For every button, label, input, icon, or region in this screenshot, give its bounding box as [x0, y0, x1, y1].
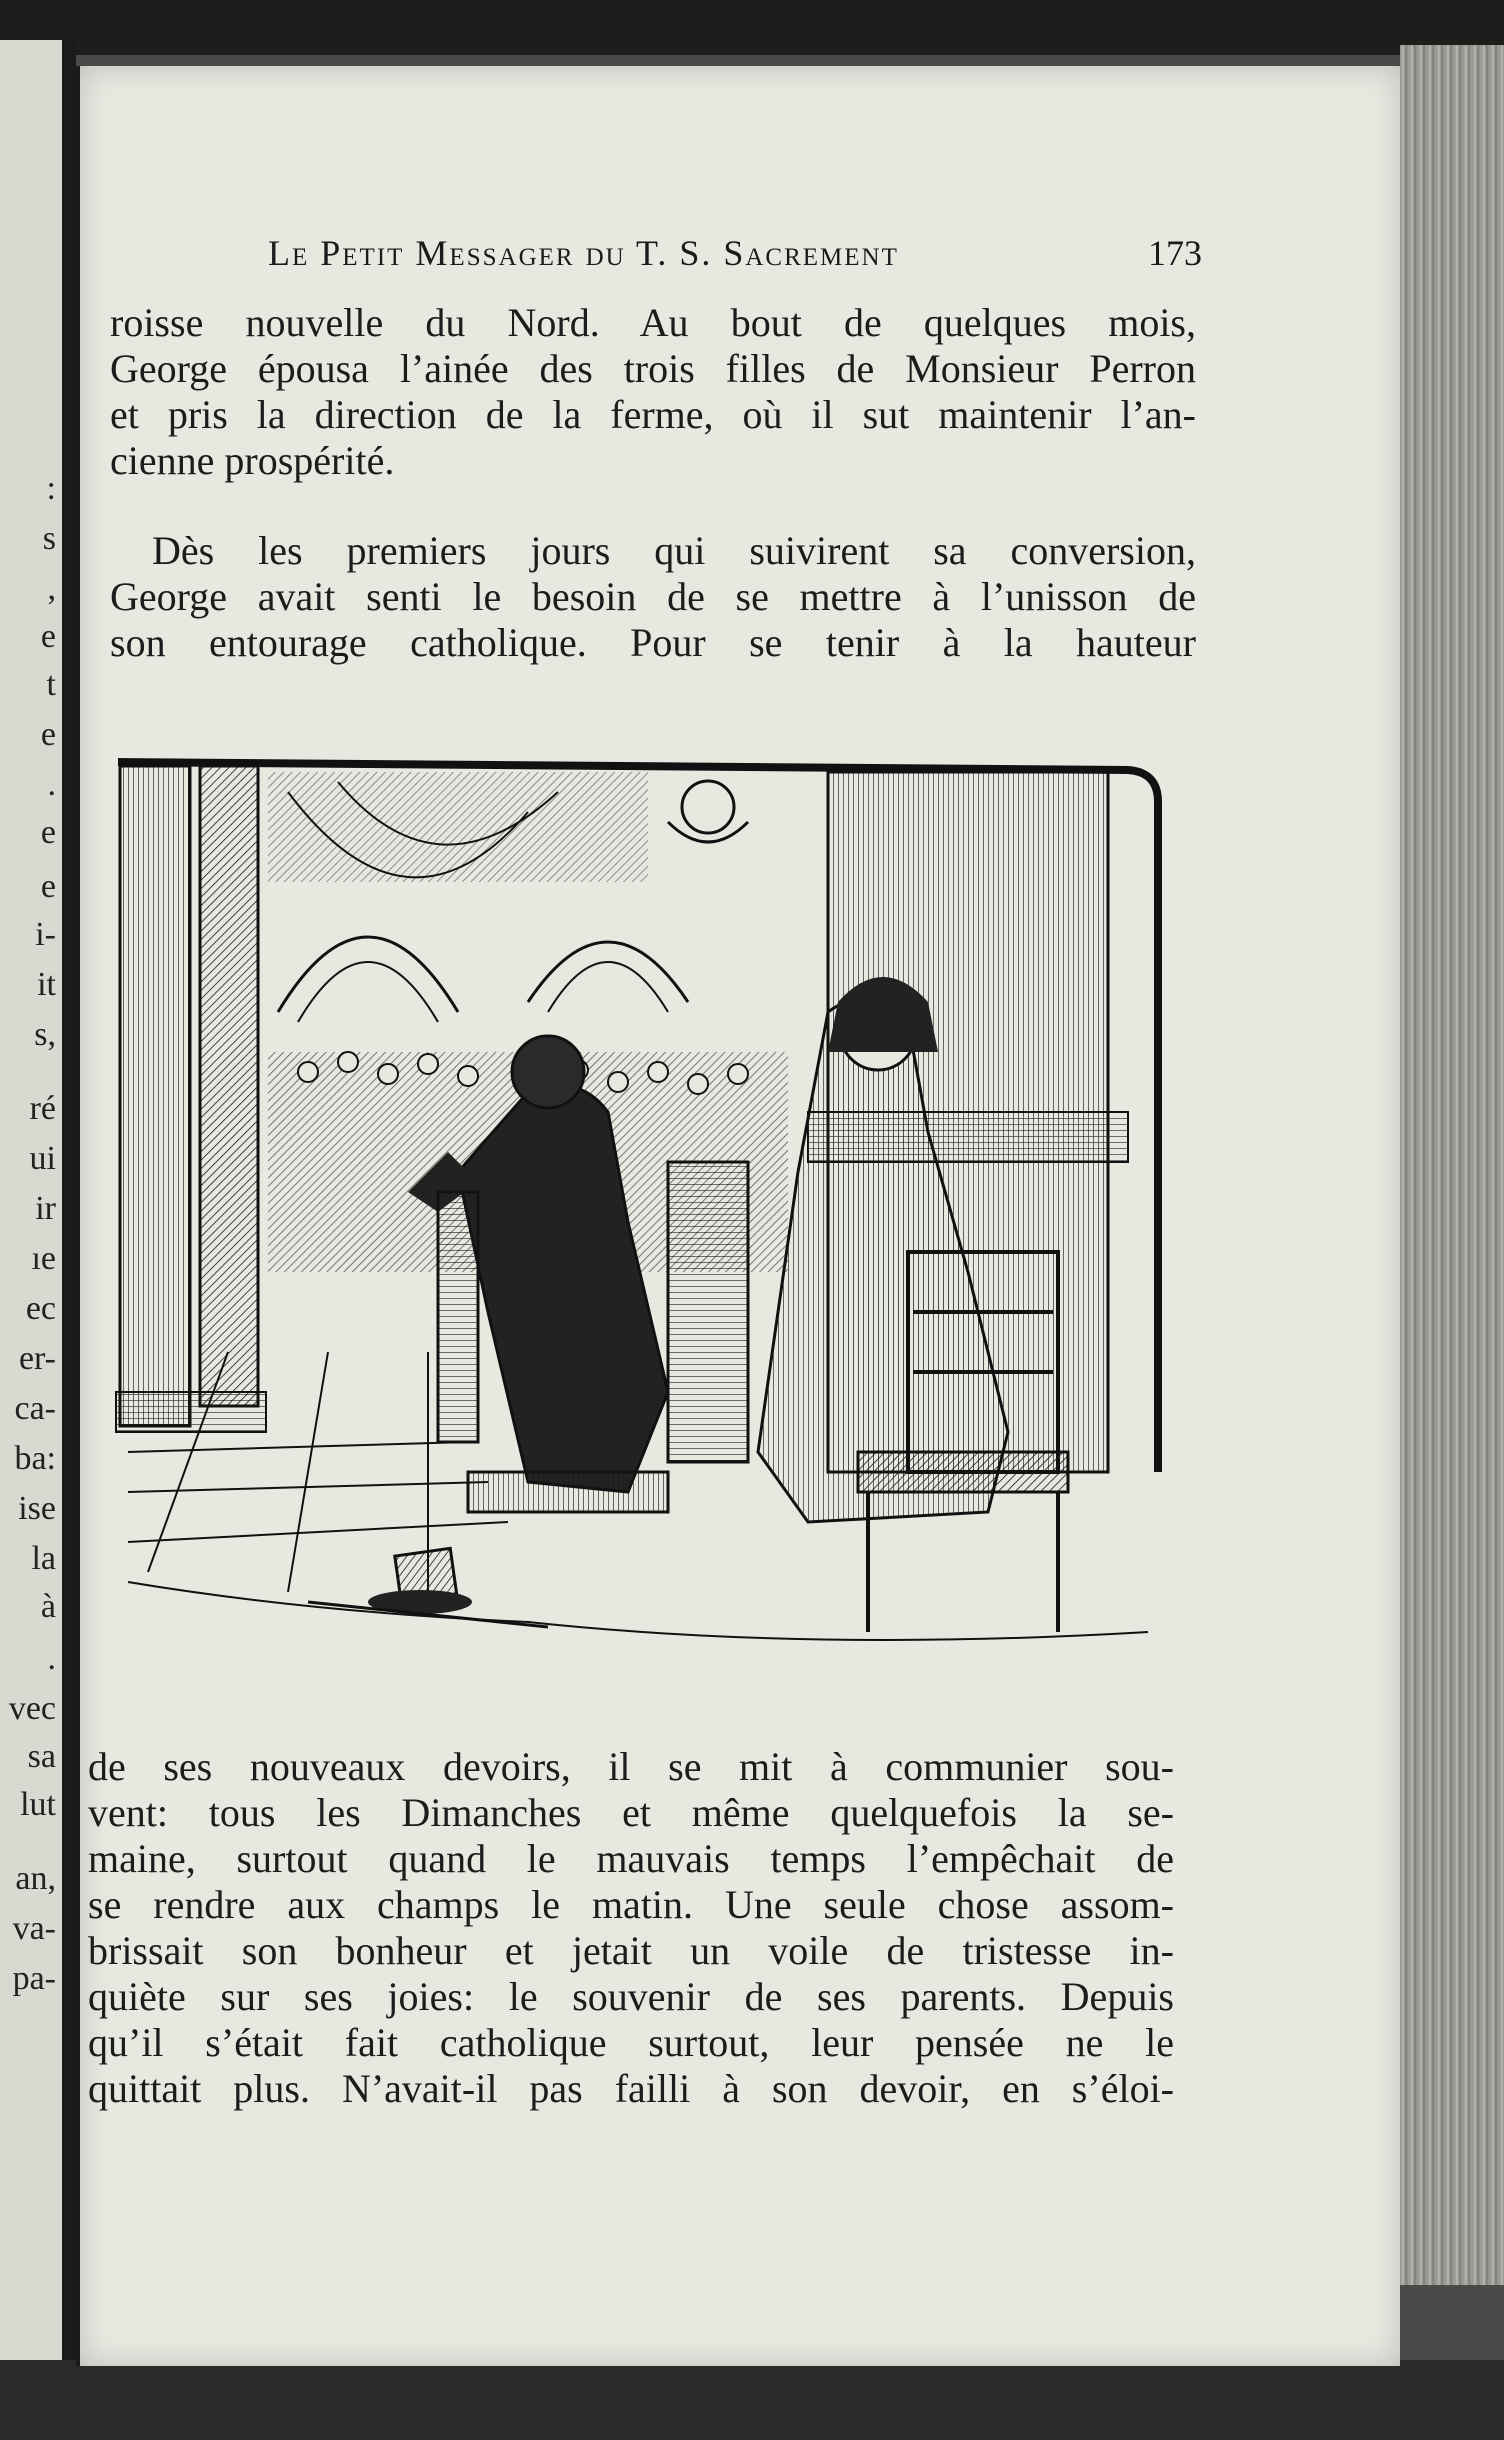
text-line: George épousa l’ainée des trois filles de Monsieur Perron — [110, 346, 1196, 391]
running-title: Le Petit Messager du T. S. Sacrement — [268, 233, 899, 273]
margin-fragment: it — [37, 966, 56, 1003]
text-line: quiète sur ses joies: le souvenir de ses parents. Depuis — [88, 1974, 1174, 2019]
margin-fragment: s — [42, 520, 56, 557]
paragraph — [110, 300, 1196, 484]
margin-fragment: ıe — [31, 1240, 56, 1277]
margin-fragment: à — [40, 1588, 56, 1625]
margin-fragment: la — [31, 1540, 56, 1577]
text-line: Dès les premiers jours qui suivirent sa conversion, — [152, 528, 1196, 573]
margin-fragment: vec — [8, 1690, 56, 1727]
running-header — [268, 232, 1202, 282]
text-line: brissait son bonheur et jetait un voile de tristesse in- — [88, 1928, 1174, 1973]
text-line: son entourage catholique. Pour se tenir à la hauteur — [110, 620, 1196, 665]
scan-top-border — [0, 0, 1504, 55]
text-line: et pris la direction de la ferme, où il sut maintenir l’an- — [110, 392, 1196, 437]
margin-fragment: , — [47, 570, 56, 607]
text-line: cienne prospérité. — [110, 438, 395, 483]
margin-fragment: ba: — [14, 1440, 56, 1477]
text-line: George avait senti le besoin de se mettre à l’unisson de — [110, 574, 1196, 619]
margin-fragment: ré — [29, 1090, 56, 1127]
text-line: maine, surtout quand le mauvais temps l’empêchait de — [88, 1836, 1174, 1881]
margin-fragment: : — [46, 470, 56, 507]
margin-fragment: e — [40, 618, 56, 655]
text-line: roisse nouvelle du Nord. Au bout de quelques mois, — [110, 300, 1196, 345]
scan-bottom-border — [0, 2360, 1504, 2440]
margin-fragment: ui — [29, 1140, 56, 1177]
margin-fragment: lut — [20, 1786, 56, 1823]
margin-fragment: er- — [18, 1340, 56, 1377]
margin-fragment: e — [40, 716, 56, 753]
margin-fragment: e — [40, 868, 56, 905]
margin-fragment: pa- — [12, 1960, 56, 1997]
page-stack-edge — [1400, 45, 1504, 2285]
paragraph — [88, 1744, 1174, 2112]
margin-fragment: sa — [27, 1738, 56, 1775]
margin-fragment: . — [47, 1640, 56, 1677]
margin-fragment: va- — [12, 1910, 56, 1947]
text-line: se rendre aux champs le matin. Une seule chose assom- — [88, 1882, 1174, 1927]
margin-fragment: an, — [15, 1860, 56, 1897]
margin-fragment: e — [40, 814, 56, 851]
margin-fragment: s, — [34, 1016, 56, 1053]
margin-fragment: ca- — [14, 1390, 56, 1427]
margin-fragment: . — [47, 766, 56, 803]
text-line: qu’il s’était fait catholique surtout, leur pensée ne le — [88, 2020, 1174, 2065]
margin-fragment: ir — [35, 1190, 56, 1227]
text-line: quittait plus. N’avait-il pas failli à son devoir, en s’éloi- — [88, 2066, 1174, 2111]
church-interior-icon — [108, 752, 1164, 1662]
margin-fragment: t — [46, 666, 56, 703]
text-line: vent: tous les Dimanches et même quelquefois la se- — [88, 1790, 1174, 1835]
engraving-illustration — [108, 752, 1164, 1662]
margin-fragment: i- — [35, 916, 56, 953]
page-number: 173 — [1148, 233, 1202, 273]
paragraph — [110, 528, 1196, 666]
text-line: de ses nouveaux devoirs, il se mit à communier sou- — [88, 1744, 1174, 1789]
margin-fragment: ec — [25, 1290, 56, 1327]
margin-fragment: ise — [18, 1490, 56, 1527]
